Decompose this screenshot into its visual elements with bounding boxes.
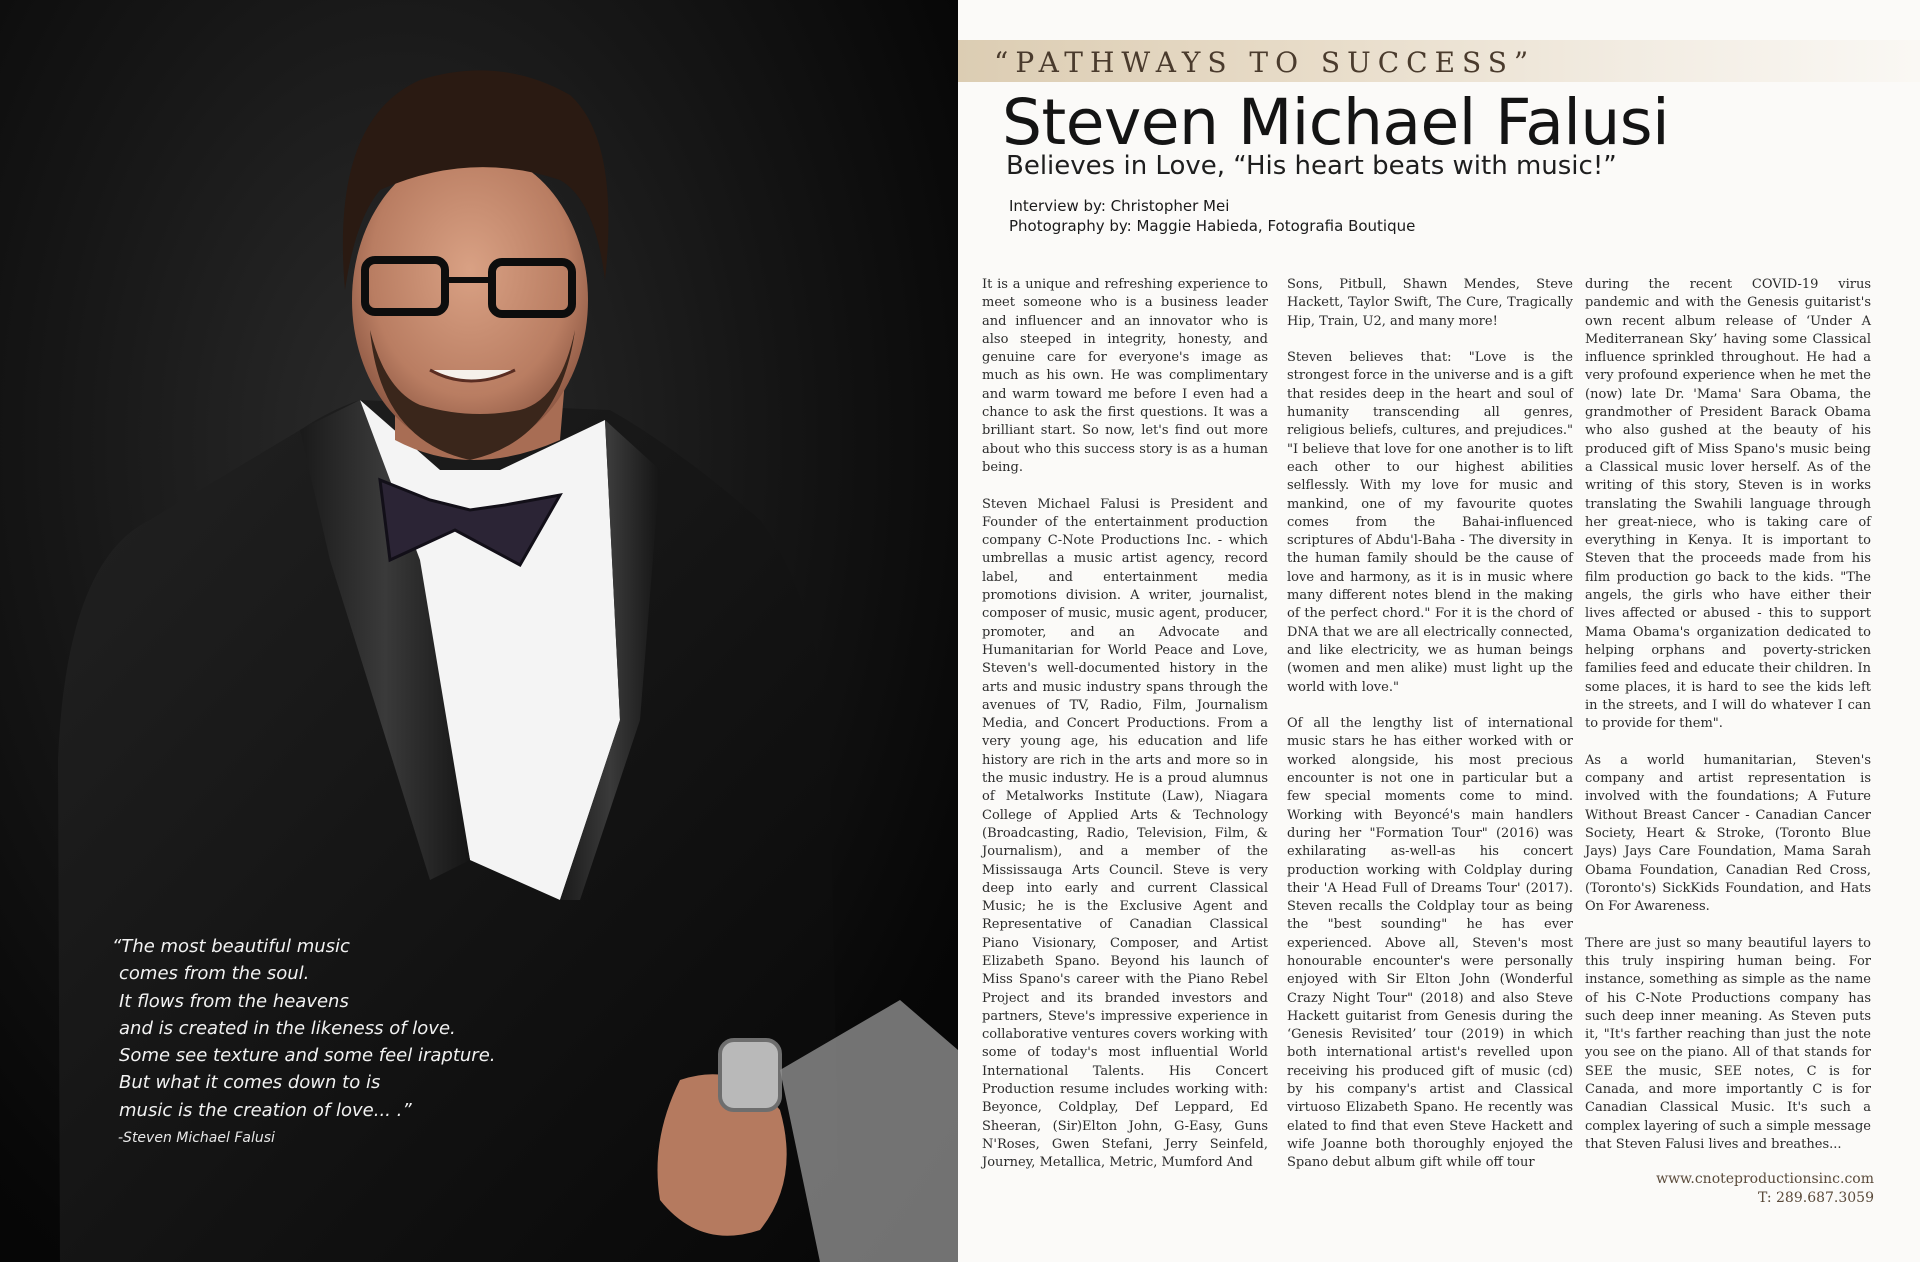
face xyxy=(352,150,588,450)
series-banner xyxy=(958,40,1920,82)
article-credits xyxy=(1009,196,1415,236)
text-column-1 xyxy=(982,276,1268,1191)
wristwatch xyxy=(720,1040,780,1110)
pull-quote xyxy=(112,933,532,1124)
photography-credit: Photography by: Maggie Habieda, Fotografia Boutique xyxy=(1009,217,1416,235)
series-title: “PATHWAYS TO SUCCESS” xyxy=(994,46,1536,79)
quote-line: Some see texture and some feel irapture. xyxy=(119,1045,496,1067)
text-column-3 xyxy=(1585,276,1871,1173)
quote-line: “The most beautiful music xyxy=(112,936,350,957)
phone-number: T: 289.687.3059 xyxy=(1758,1190,1874,1206)
article-page xyxy=(958,0,1920,1262)
article-subheadline: Believes in Love, “His heart beats with music!” xyxy=(1006,151,1617,181)
website-link[interactable]: www.cnoteproductionsinc.com xyxy=(1656,1171,1874,1187)
quote-line: music is the creation of love... .” xyxy=(119,1099,412,1121)
quote-attribution: -Steven Michael Falusi xyxy=(118,1130,275,1146)
quote-line: and is created in the likeness of love. xyxy=(119,1017,456,1039)
quote-line: It flows from the heavens xyxy=(119,990,349,1012)
body-paragraph: Steven believes that: "Love is the strongest force in the universe and is a gift that resides deep in the heart and soul of humanity transcending all genres, religious beliefs, cultures, and prejudices." "I believe that love for one another is to lift each other to our highest abilities selflessly. With my love for music and mankind, one of my favourite quotes comes from the Bahai-influenced scriptures of Abdu'l-Baha - The diversity in the human family should be the cause of love and harmony, as it is in music where many different notes blend in the making of the perfect chord." For it is the chord of DNA that we are all electrically connected, and like electricity, we as human beings (women and men alike) must light up the world with love." xyxy=(1287,350,1573,695)
body-paragraph: during the recent COVID-19 virus pandemic and with the Genesis guitarist's own recent album release of ‘Under A Mediterranean Sky’ having some Classical influence sprinkled throughout. He had a very profound experience when he met the (now) late Dr. 'Mama' Sara Obama, the grandmother of President Barack Obama who also gushed at the beauty of his produced gift of Miss Spano's music being a Classical music lover herself. As of the writing of this story, Steven is in works translating the Swahili language through her great-niece, who is taking care of everything in Kenya. It is important to Steven that the proceeds made from his film production go back to the kids. "The angels, the girls who have either their lives affected or abused - this to support Mama Obama's organization dedicated to helping orphans and poverty-stricken families feed and educate their children. In some places, it is hard to see the kids left in the streets, and I will do whatever I can to provide for them". xyxy=(1585,277,1871,732)
body-paragraph: Steven Michael Falusi is President and Founder of the entertainment production company C-Note Productions Inc. - which umbrellas a music artist agency, record label, and entertainment media promotions division. A writer, journalist, composer of music, music agent, producer, promoter, and an Advocate and Humanitarian for World Peace and Love, Steven's well-documented history in the arts and music industry spans through the avenues of TV, Radio, Film, Journalism Media, and Concert Productions. From a very young age, his education and life history are rich in the arts and more so in the music industry. He is a proud alumnus of Metalworks Institute (Law), Niagara College of Applied Arts & Technology (Broadcasting, Radio, Television, Film, & Journalism), and a member of the Mississauga Arts Council. Steve is very deep into early and current Classical Music; he is the Exclusive Agent and Representative of Canadian Classical Piano Visionary, Composer, and Artist Elizabeth Spano. Beyond his launch of Miss Spano's career with the Piano Rebel Project and its branded investors and partners, Steve's impressive experience in collaborative ventures covers working with some of today's most influential World International Talents. His Concert Production resume includes working with: Beyonce, Coldplay, Def Leppard, Ed Sheeran, (Sir)Elton John, G-Easy, Guns N'Roses, Gwen Stefani, Jerry Seinfeld, Journey, Metallica, Metric, Mumford And xyxy=(982,496,1268,1171)
interview-credit: Interview by: Christopher Mei xyxy=(1009,197,1230,215)
body-paragraph: It is a unique and refreshing experience to meet someone who is a business leader and influencer and an innovator who is also steeped in integrity, honesty, and genuine care for everyone's image as much as his own. He was complimentary and warm toward me before I even had a chance to ask the first questions. It was a brilliant start. So now, let's find out more about who this success story is as a human being. xyxy=(982,277,1268,475)
quote-line: comes from the soul. xyxy=(119,963,310,985)
text-column-2 xyxy=(1287,276,1573,1191)
body-paragraph: Sons, Pitbull, Shawn Mendes, Steve Hackett, Taylor Swift, The Cure, Tragically Hip, Train, U2, and many more! xyxy=(1287,277,1573,329)
body-paragraph: As a world humanitarian, Steven's company and artist representation is involved with the foundations; A Future Without Breast Cancer - Canadian Cancer Society, Heart & Stroke, (Toronto Blue Jays) Jays Care Foundation, Mama Sarah Obama Foundation, Canadian Red Cross, (Toronto's) SickKids Foundation, and Hats On For Awareness. xyxy=(1585,752,1871,915)
contact-info xyxy=(1656,1170,1874,1208)
quote-line: But what it comes down to is xyxy=(119,1072,381,1094)
article-headline: Steven Michael Falusi xyxy=(1002,86,1670,159)
body-paragraph: There are just so many beautiful layers to this truly inspiring human being. For instance, something as simple as the name of his C-Note Productions company has such deep inner meaning. As Steven puts it, "It's farther reaching than just the note you see on the piano. All of that stands for SEE the music, SEE notes, C is for Canada, and more importantly C is for Canadian Classical Music. It's such a complex layering of such a simple message that Steven Falusi lives and breathes... xyxy=(1585,935,1871,1152)
body-paragraph: Of all the lengthy list of international music stars he has either worked with or worked alongside, his most precious encounter is not one in particular but a few special moments come to mind. Working with Beyoncé's main handlers during her "Formation Tour" (2016) was exhilarating as-well-as his concert production working with Coldplay during their 'A Head Full of Dreams Tour' (2017). Steven recalls the Coldplay tour as being the "best sounding" he has ever experienced. Above all, Steven's most honourable encounter's were personally enjoyed with Sir Elton John (Wonderful Crazy Night Tour" (2018) and also Steve Hackett guitarist from Genesis during the ‘Genesis Revisited’ tour (2019) in which both international artist's revelled upon receiving his produced gift of music (cd) by his company's artist and Classical virtuoso Elizabeth Spano. He recently was elated to find that even Steve Hackett and wife Joanne both thoroughly enjoyed the Spano debut album gift while off tour xyxy=(1287,716,1573,1171)
cover-photo-page xyxy=(0,0,958,1262)
